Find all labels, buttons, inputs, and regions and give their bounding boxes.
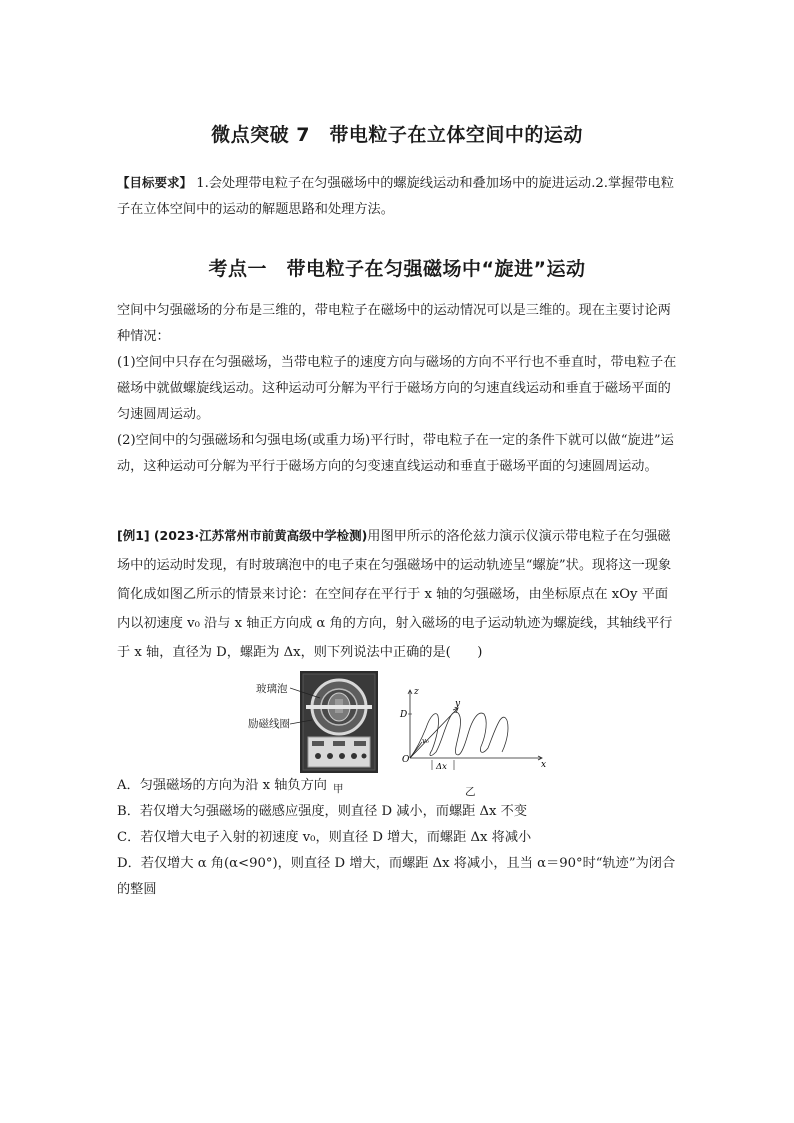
option-c[interactable]: C．若仅增大电子入射的初速度 v₀，则直径 D 增大，而螺距 Δx 将减小 bbox=[117, 830, 532, 845]
answer-options bbox=[117, 773, 679, 903]
caption-figure-a: 甲 bbox=[333, 783, 344, 795]
pitch-label: Δx bbox=[436, 762, 447, 772]
case-1-paragraph: (1)空间中只存在匀强磁场，当带电粒子的速度方向与磁场的方向不平行也不垂直时，带电粒子在磁场中就做螺旋线运动。这种运动可分解为平行于磁场方向的匀速直线运动和垂直于磁场平面的匀速圆周运动。 bbox=[117, 355, 677, 422]
learning-goals bbox=[117, 170, 679, 223]
v0-vector bbox=[410, 742, 422, 758]
example-question bbox=[117, 521, 679, 667]
example-stem: 用图甲所示的洛伦兹力演示仪演示带电粒子在匀强磁场中的运动时发现，有时玻璃泡中的电子束在匀强磁场中的运动轨迹呈“螺旋”状。现将这一现象简化成如图乙所示的情景来讨论：在空间存在平行于 x 轴的匀强磁场，由坐标原点在 xOy 平面内以初速度 v₀ 沿与 x 轴正方向成 α 角的方向，射入磁场的电子运动轨迹为螺旋线，其轴线平行于 x 轴，直径为 D，螺距为 Δx，则下列说法中正确的是( ) bbox=[117, 529, 673, 660]
axes bbox=[408, 690, 542, 760]
case-2-paragraph: (2)空间中的匀强磁场和匀强电场(或重力场)平行时，带电粒子在一定的条件下就可以做“旋进”运动，这种运动可分解为平行于磁场方向的匀变速直线运动和垂直于磁场平面的匀速圆周运动。 bbox=[117, 433, 674, 474]
section-title: 考点一 带电粒子在匀强磁场中“旋进”运动 bbox=[208, 258, 586, 280]
option-b[interactable]: B．若仅增大匀强磁场的磁感应强度，则直径 D 减小，而螺距 Δx 不变 bbox=[117, 804, 528, 819]
example-source: (2023·江苏常州市前黄高级中学检测) bbox=[153, 528, 368, 543]
intro-paragraph: 空间中匀强磁场的分布是三维的，带电粒子在磁场中的运动情况可以是三维的。现在主要讨论两种情况： bbox=[117, 303, 671, 344]
axis-y-label: y bbox=[455, 699, 461, 709]
caption-figure-b: 乙 bbox=[465, 786, 476, 798]
origin-label: O bbox=[402, 755, 410, 765]
callout-excitation-coil: 励磁线圈 bbox=[248, 718, 290, 730]
option-a[interactable]: A．匀强磁场的方向为沿 x 轴负方向 bbox=[117, 778, 327, 793]
goal-text: 1.会处理带电粒子在匀强磁场中的螺旋线运动和叠加场中的旋进运动.2.掌握带电粒子在立体空间中的运动的解题思路和处理方法。 bbox=[117, 176, 674, 217]
v0-label: v₀ bbox=[422, 737, 429, 745]
goal-label: 【目标要求】 bbox=[117, 175, 193, 190]
callout-leader-lines bbox=[290, 684, 340, 729]
page-title: 微点突破 7 带电粒子在立体空间中的运动 bbox=[211, 124, 583, 146]
option-d[interactable]: D．若仅增大 α 角(α<90°)，则直径 D 增大，而螺距 Δx 将减小，且当 α＝90°时“轨迹”为闭合的整圆 bbox=[117, 856, 676, 897]
example-label: [例1] bbox=[117, 528, 150, 543]
helix-path bbox=[410, 712, 508, 758]
callout-glass-bulb: 玻璃泡 bbox=[256, 683, 288, 695]
diameter-label: D bbox=[400, 710, 408, 720]
axis-z-label: z bbox=[414, 687, 419, 697]
axis-x-label: x bbox=[541, 760, 547, 770]
helix-trajectory-diagram bbox=[392, 686, 552, 780]
